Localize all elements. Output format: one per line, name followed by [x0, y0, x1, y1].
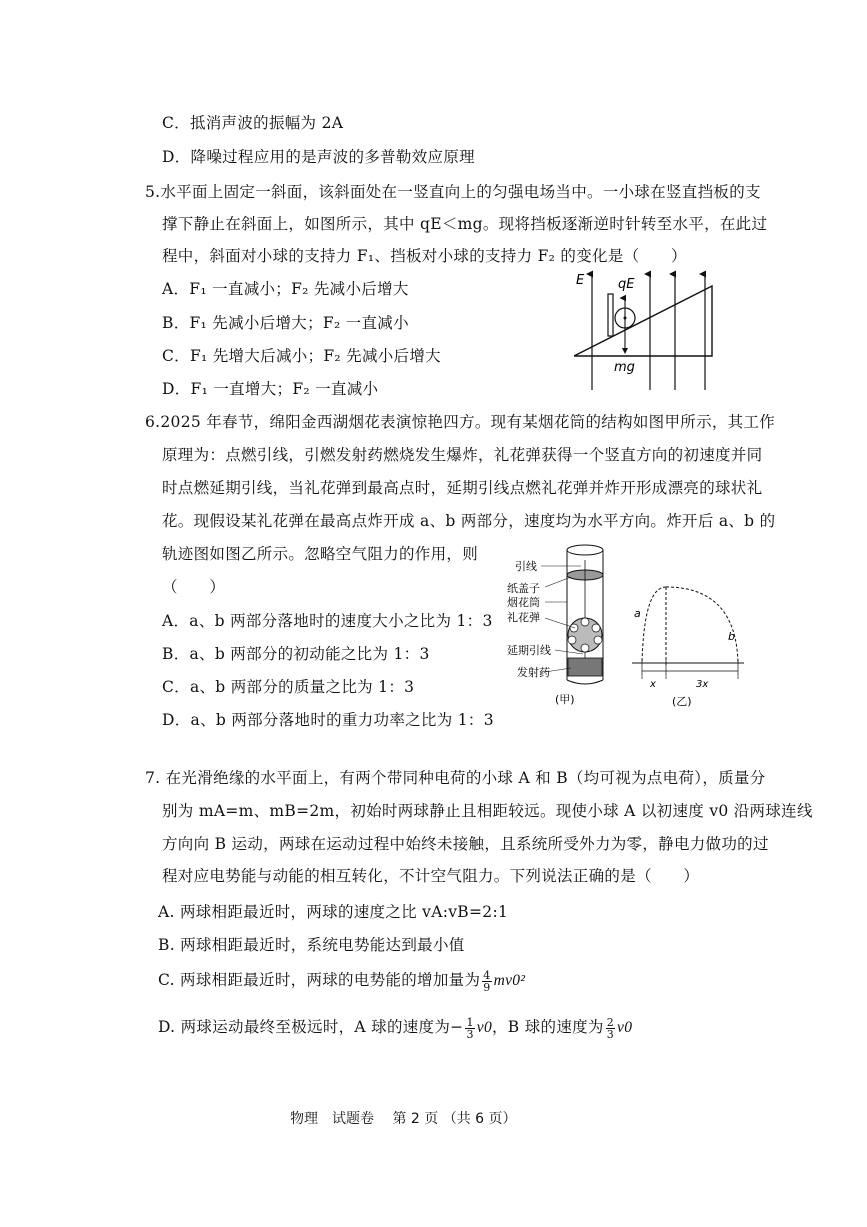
q6-stem-line2: 原理为：点燃引线，引燃发射药燃烧发生爆炸，礼花弹获得一个竖直方向的初速度并同: [162, 446, 763, 464]
q5-fig-label-mg: mg: [614, 360, 635, 375]
q6-jia-label-shell: 礼花弹: [507, 611, 540, 624]
q6-option-c: C．a、b 两部分的质量之比为 1：3: [162, 678, 415, 696]
q7-option-a: A. 两球相距最近时，两球的速度之比 vA:vB=2:1: [158, 903, 509, 921]
q5-stem-line2: 撑下静止在斜面上，如图所示，其中 qE＜mg。现将挡板逐渐逆时针转至水平，在此过: [162, 215, 768, 233]
q5-fig-label-qe: qE: [618, 277, 635, 292]
q7-option-d-neg-sign: −: [450, 1018, 464, 1036]
q7-option-d-text1: D. 两球运动最终至极远时，A 球的速度为: [158, 1018, 451, 1036]
q6-jia-label-tube: 烟花筒: [507, 596, 540, 609]
q6-yi-label-x: x: [650, 679, 656, 690]
q6-firework-tube-figure: [505, 540, 625, 714]
q5-option-c: C．F₁ 先增大后减小；F₂ 先减小后增大: [162, 347, 441, 365]
q7-stem-line1: 7. 在光滑绝缘的水平面上，有两个带同种电荷的小球 A 和 B（均可视为点电荷），质量分: [145, 769, 766, 787]
q7-option-d-fraction-a: [465, 1017, 474, 1040]
q7-option-b: B. 两球相距最近时，系统电势能达到最小值: [158, 936, 465, 954]
page-footer: 物理 试题卷 第 2 页 （共 6 页）: [290, 1111, 517, 1127]
q7-option-c-expression: mv0²: [493, 972, 526, 989]
q7-option-d-text2: ，B 球的速度为: [492, 1018, 604, 1036]
q5-fig-label-e: E: [576, 273, 585, 288]
q6-stem-line5: 轨迹图如图乙所示。忽略空气阻力的作用，则: [162, 545, 479, 563]
q7-option-c-denominator: 9: [483, 980, 491, 994]
q5-stem-line3: 程中，斜面对小球的支持力 F₁、挡板对小球的支持力 F₂ 的变化是（ ）: [162, 247, 687, 265]
q7-option-d-velocity-b: v0: [617, 1019, 633, 1036]
q5-option-b: B．F₁ 先减小后增大；F₂ 一直减小: [162, 314, 409, 332]
q7-option-c-text: C. 两球相距最近时，两球的电势能的增加量为: [158, 971, 481, 989]
q6-yi-label-a: a: [634, 607, 641, 620]
q6-stem-line4: 花。现假设某礼花弹在最高点炸开成 a、b 两部分，速度均为水平方向。炸开后 a、b 的: [162, 512, 776, 530]
q7-option-d-den-a: 3: [466, 1027, 474, 1041]
q6-option-a: A．a、b 两部分落地时的速度大小之比为 1：3: [162, 612, 493, 630]
q6-jia-label-delay-fuse: 延期引线: [507, 644, 551, 657]
q6-stem-line6: （ ）: [162, 578, 226, 596]
q7-stem-line3: 方向向 B 运动，两球在运动过程中始终未接触，且系统所受外力为零，静电力做功的过: [162, 835, 769, 853]
q5-stem-line1: 5.水平面上固定一斜面，该斜面处在一竖直向上的匀强电场当中。一小球在竖直挡板的支: [145, 183, 761, 201]
q7-option-c: [158, 968, 525, 993]
q7-option-d-velocity-a: v0: [476, 1019, 492, 1036]
q7-option-d-fraction-b: [606, 1017, 615, 1040]
q6-trajectory-figure: [628, 575, 748, 714]
q5-option-a: A．F₁ 一直减小；F₂ 先减小后增大: [162, 280, 409, 298]
q4-option-d: D．降噪过程应用的是声波的多普勒效应原理: [162, 148, 475, 166]
q6-jia-caption: (甲): [555, 693, 575, 706]
q7-stem-line4: 程对应电势能与动能的相互转化，不计空气阻力。下列说法正确的是（ ）: [162, 867, 700, 885]
q7-option-c-fraction: [482, 970, 491, 993]
q6-yi-label-3x: 3x: [696, 679, 709, 690]
q6-option-b: B．a、b 两部分的初动能之比为 1：3: [162, 645, 430, 663]
q7-option-d-den-b: 3: [606, 1027, 615, 1041]
q7-option-d: [158, 1015, 632, 1040]
q4-option-c: C．抵消声波的振幅为 2A: [162, 114, 344, 132]
q7-option-d-num-b: 2: [606, 1015, 615, 1029]
q6-yi-label-b: b: [728, 630, 735, 643]
q6-jia-label-propellant: 发射药: [517, 666, 550, 679]
q5-incline-figure: [570, 268, 720, 398]
q7-option-d-num-a: 1: [466, 1015, 474, 1029]
q7-stem-line2: 别为 mA=m、mB=2m，初始时两球静止且相距较远。现使小球 A 以初速度 v0 沿两球连线: [162, 802, 813, 820]
q6-jia-label-fuse: 引线: [515, 560, 537, 573]
q7-option-c-numerator: 4: [483, 968, 491, 982]
q6-jia-label-lid: 纸盖子: [507, 582, 540, 595]
q6-stem-line3: 时点燃延期引线，当礼花弹到最高点时，延期引线点燃礼花弹并炸开形成漂亮的球状礼: [162, 479, 763, 497]
q6-stem-line1: 6.2025 年春节，绵阳金西湖烟花表演惊艳四方。现有某烟花筒的结构如图甲所示，其工作: [145, 413, 776, 431]
q6-option-d: D．a、b 两部分落地时的重力功率之比为 1：3: [162, 711, 494, 729]
q6-yi-caption: (乙): [672, 695, 692, 708]
q5-option-d: D．F₁ 一直增大；F₂ 一直减小: [162, 380, 379, 398]
